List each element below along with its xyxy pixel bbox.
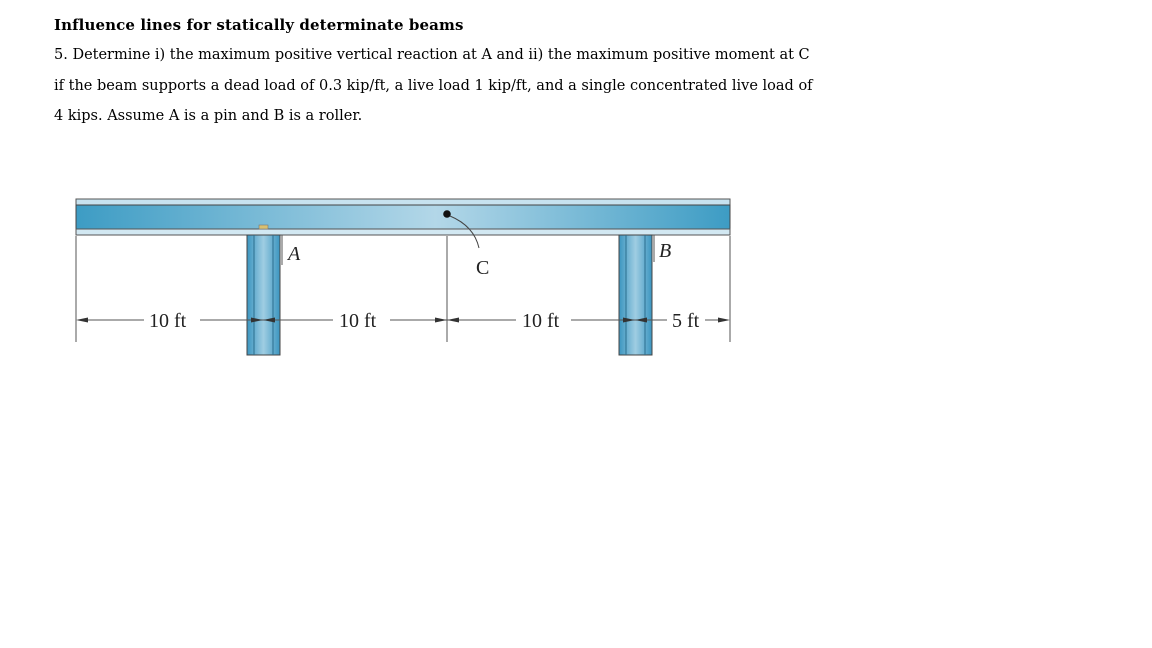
svg-text:A: A: [288, 243, 301, 265]
problem-line-1: 5. Determine i) the maximum positive vertical reaction at A and ii) the maximum positive moment at C: [54, 47, 810, 63]
problem-line-3: 4 kips. Assume A is a pin and B is a roller.: [54, 108, 363, 124]
column-a: [247, 225, 280, 355]
column-b: [619, 235, 652, 355]
beam: [76, 199, 730, 235]
label-a: [282, 235, 301, 265]
label-b: [654, 235, 671, 262]
label-c: C: [476, 257, 490, 279]
problem-line-2: if the beam supports a dead load of 0.3 kip/ft, a live load 1 kip/ft, and a single concentrated live load of: [54, 78, 813, 94]
dimension-text-3: 10 ft: [522, 310, 560, 332]
dimension-text-1: 10 ft: [149, 310, 187, 332]
dimension-text-2: 10 ft: [339, 310, 377, 332]
dimension-text-4: 5 ft: [672, 310, 700, 332]
problem-heading: Influence lines for statically determinate beams: [54, 16, 464, 34]
svg-text:B: B: [659, 240, 672, 262]
